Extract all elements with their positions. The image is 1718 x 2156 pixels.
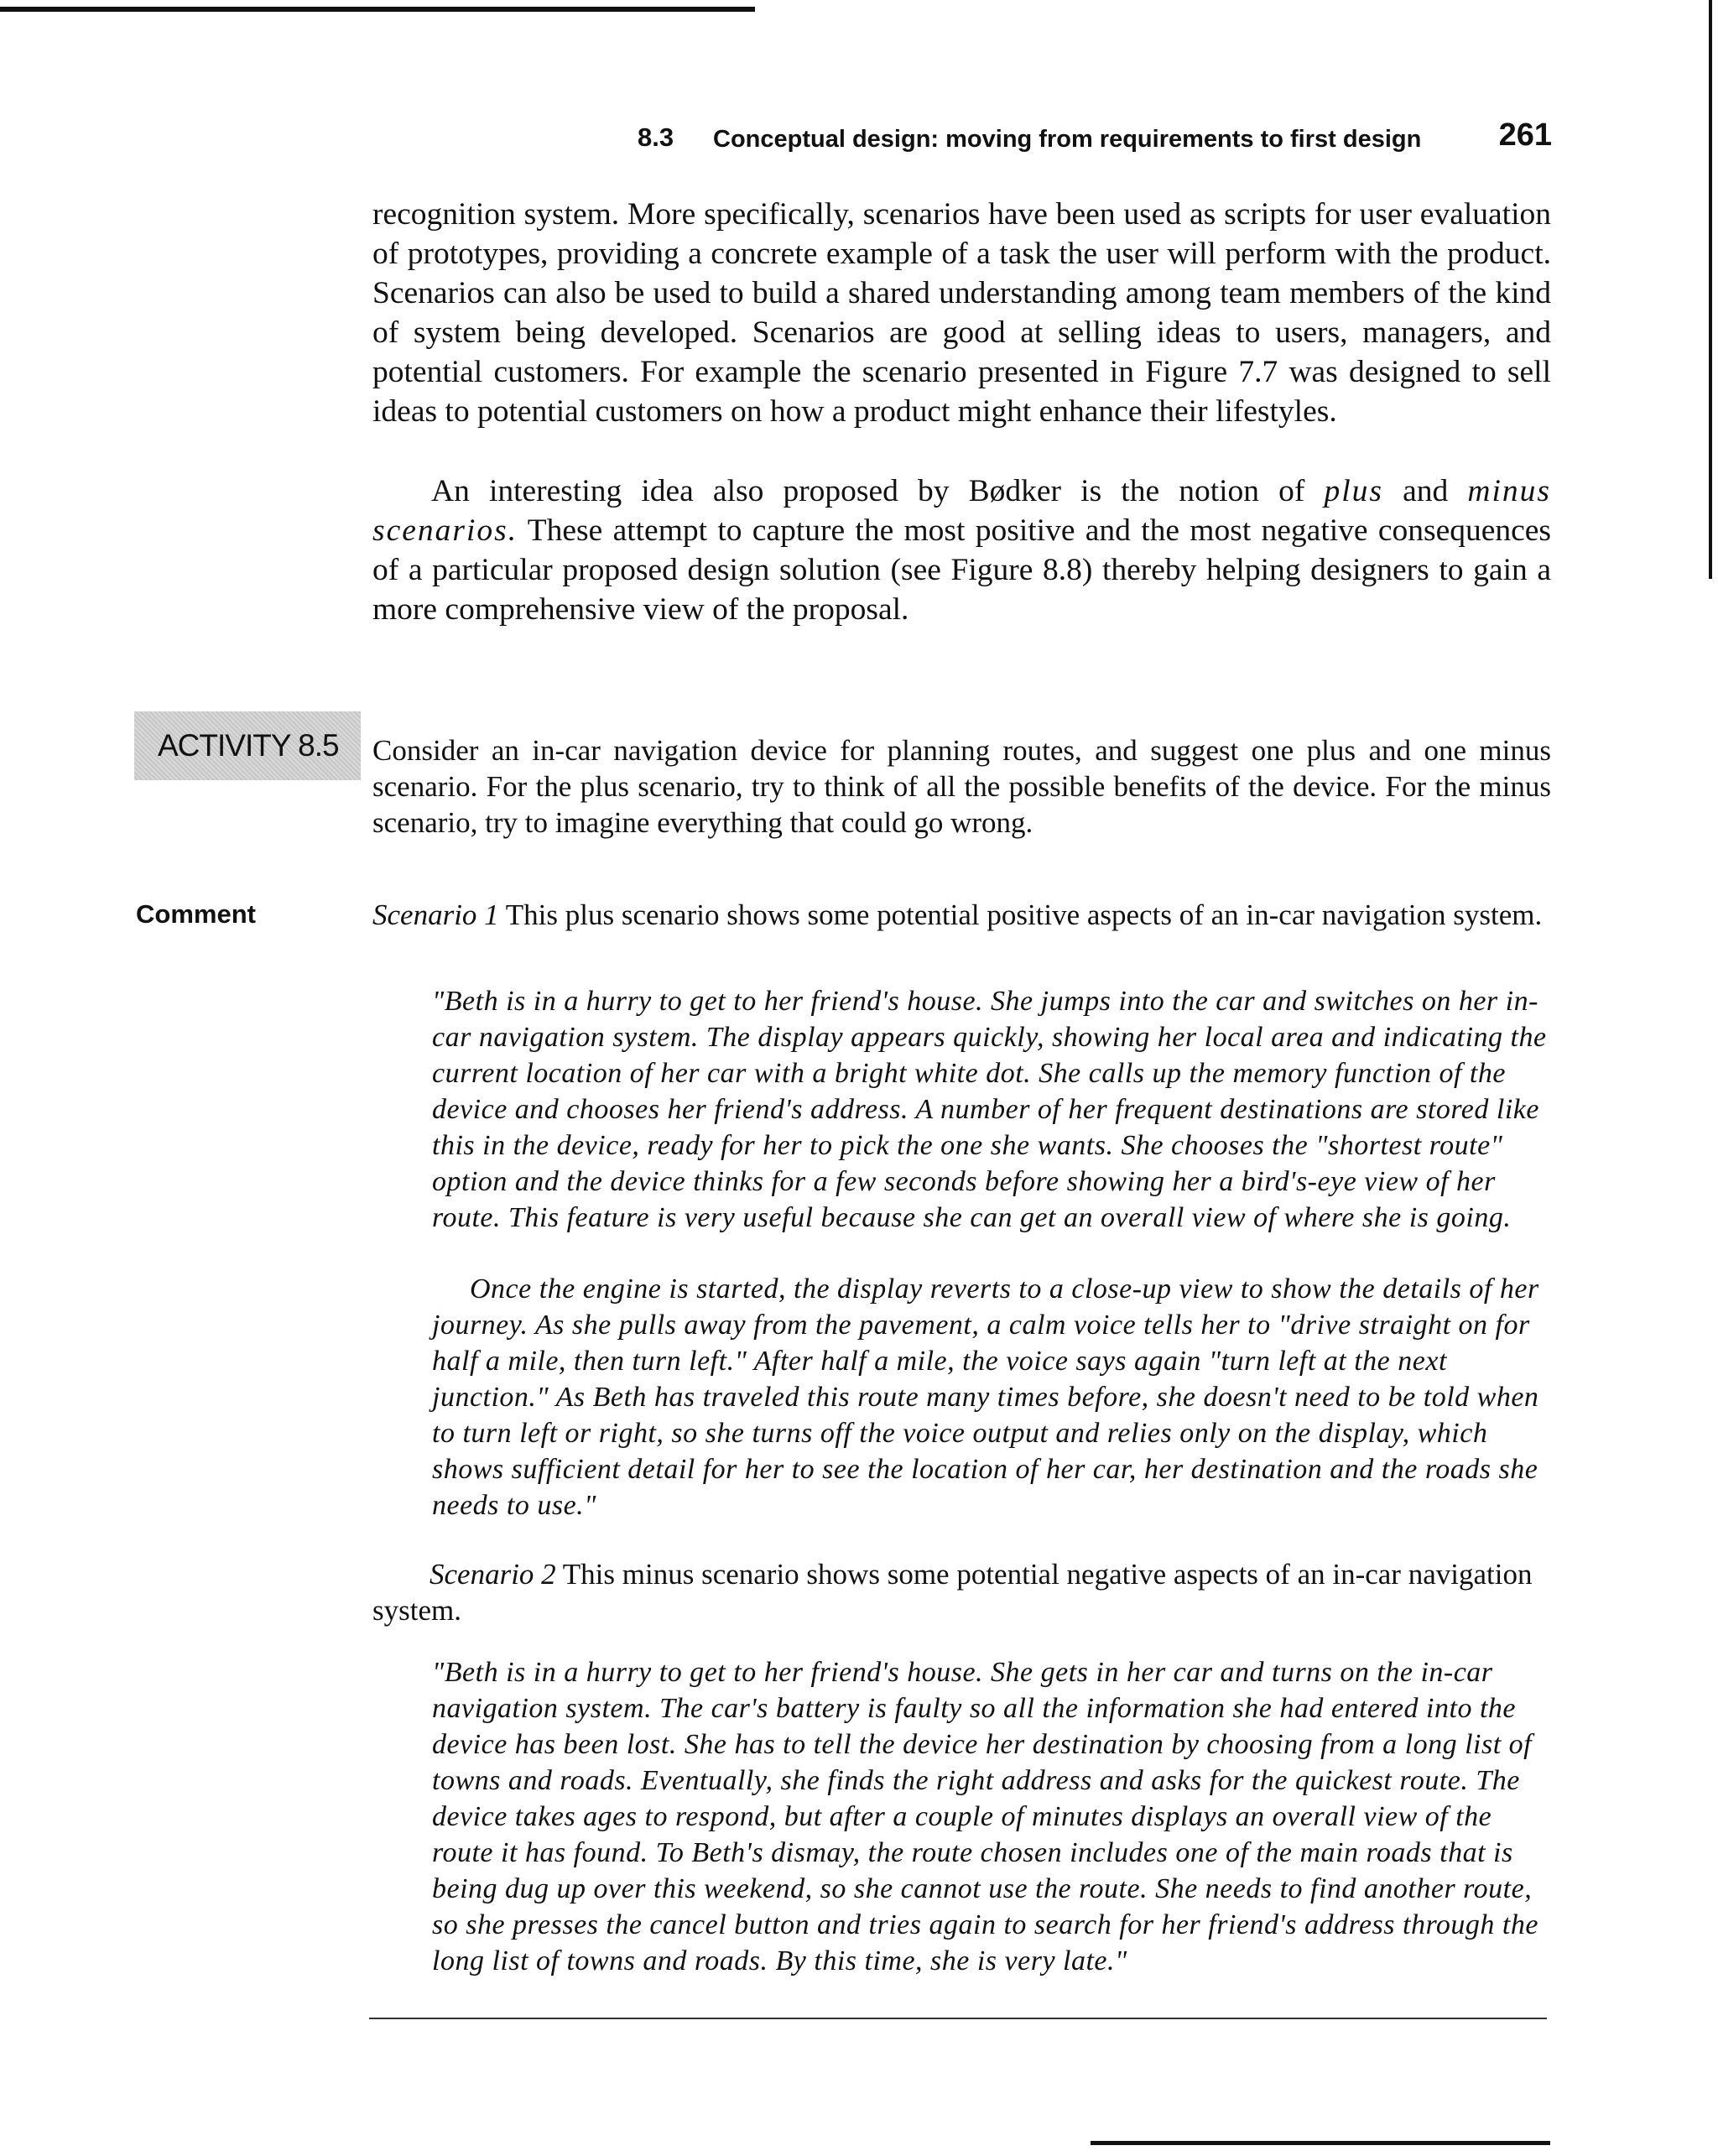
p2-text-a: An interesting idea also proposed by Bødker is the notion of [431, 474, 1325, 508]
p2-minus: minus scenarios. [372, 474, 1551, 548]
page-number: 261 [1498, 117, 1552, 153]
activity-text: Consider an in-car navigation device for planning routes, and suggest one plus and one minus scenario. For the plus scenario, try to think of all the possible benefits of the device. For the minus scenario, try to imagine everything that could go wrong. [372, 734, 1551, 839]
running-header [638, 117, 1552, 168]
comment-label: Comment [136, 899, 256, 929]
scenario-2-intro-text: This minus scenario shows some potential negative aspects of an in-car navigation system. [372, 1558, 1533, 1627]
scenario-2-quote: "Beth is in a hurry to get to her friend's house. She gets in her car and turns on the in-car navigation system. The car's battery is faulty so all the information she had entered into the device has been lost. She has to tell the device her destination by choosing from a long list of towns and roads. Eventually, she finds the right address and asks for the quickest route. The device takes ages to respond, but after a couple of minutes displays an overall view of the route it has found. To Beth's dismay, the route chosen includes one of the main roads that is being dug up over this weekend, so she cannot use the route. She needs to find another route, so she presses the cancel button and tries again to search for her friend's address through the long list of towns and roads. By this time, she is very late." [432, 1657, 1538, 1976]
scenario-1-label: Scenario 1 [372, 898, 499, 931]
right-edge-rule [1709, 0, 1712, 579]
scenario-2-label: Scenario 2 [430, 1558, 556, 1591]
p2-plus: plus [1324, 474, 1384, 508]
activity-badge [134, 711, 361, 780]
scenario-1-intro-text: This plus scenario shows some potential positive aspects of an in-car navigation system. [498, 898, 1543, 931]
section-end-rule [369, 2018, 1547, 2019]
scenario-1-quote-paragraph-2: Once the engine is started, the display reverts to a close-up view to show the details of her journey. As she pulls away from the pavement, a calm voice tells her to "drive straight on for half a mile, then turn left." After half a mile, the voice says again "turn left at the next junction." As Beth has traveled this route many times before, she doesn't need to be told when to turn left or right, so she turns off the voice output and relies only on the display, which shows sufficient detail for her to see the location of her car, her destination and the roads she needs to use." [432, 1273, 1539, 1521]
bottom-rule [1091, 2141, 1550, 2145]
body-paragraph-1: recognition system. More specifically, scenarios have been used as scripts for user evaluation of prototypes, providing a concrete example of a task the user will perform with the product. Scenarios can also be used to build a shared understanding among team members of the kind of system being developed. Scenarios are good at selling ideas to users, managers, and potential customers. For example the scenario presented in Figure 7.7 was designed to sell ideas to potential customers on how a product might enhance their lifestyles. [372, 197, 1551, 429]
scenario-2-intro [372, 1556, 1551, 1628]
scenario-1-quote-paragraph-1: "Beth is in a hurry to get to her friend's house. She jumps into the car and switches on her in-car navigation system. The display appears quickly, showing her local area and indicating the current location of her car with a bright white dot. She calls up the memory function of the device and chooses her friend's address. A number of her frequent destinations are stored like this in the device, ready for her to pick the one she wants. She chooses the "shortest route" option and the device thinks for a few seconds before showing her a bird's-eye view of her route. This feature is very useful because she can get an overall view of where she is going. [432, 986, 1547, 1233]
top-rule [0, 7, 755, 12]
p2-text-b: and [1383, 474, 1468, 508]
section-title: Conceptual design: moving from requirements to first design [713, 126, 1422, 153]
activity-label: ACTIVITY 8.5 [158, 728, 339, 763]
scenario-1-intro [372, 897, 1551, 933]
section-number: 8.3 [638, 122, 674, 152]
p2-text-c: These attempt to capture the most positive and the most negative consequences of a particular proposed design solution (see Figure 8.8) thereby helping designers to gain a more comprehensive view of the proposal. [372, 513, 1551, 627]
body-paragraph-2 [372, 471, 1551, 629]
